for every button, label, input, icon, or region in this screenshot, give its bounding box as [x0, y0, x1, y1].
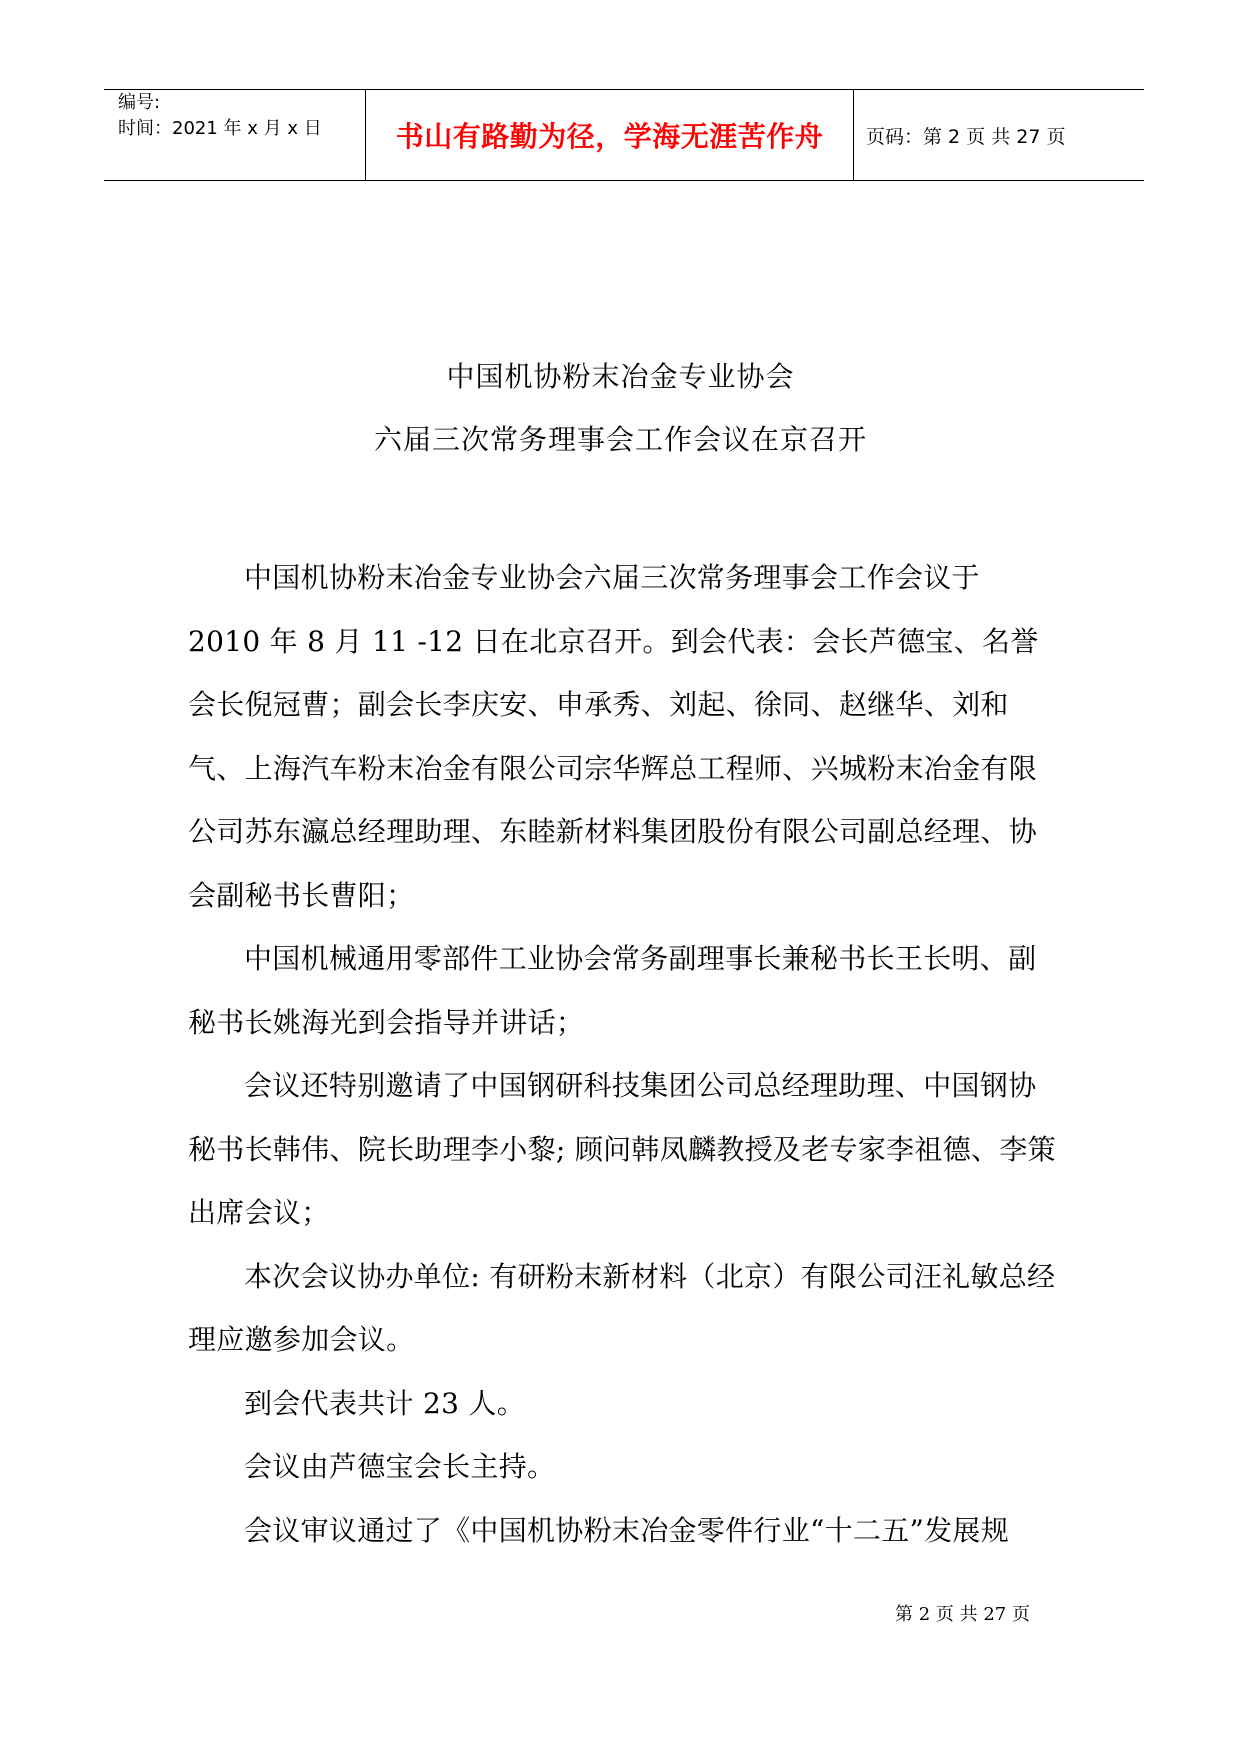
document-title-line-1: 中国机协粉末冶金专业协会 — [446, 360, 795, 393]
motto-text: 书山有路勤为径，学海无涯苦作舟 — [395, 120, 824, 153]
body-paragraph-chair: 会议由芦德宝会长主持。 — [244, 1450, 556, 1483]
page-header — [104, 89, 1144, 181]
header-meta — [104, 90, 366, 180]
body-paragraph-guidance: 中国机械通用零部件工业协会常务副理事长兼秘书长王长明、副秘书长姚海光到会指导并讲话； — [188, 942, 1037, 1039]
footer-page-number: 第 2 页 共 27 页 — [895, 1604, 1030, 1625]
document-body — [188, 546, 1058, 1562]
body-paragraph-co-organizer: 本次会议协办单位: 有研粉末新材料（北京）有限公司汪礼敏总经理应邀参加会议。 — [188, 1259, 1056, 1356]
body-paragraph-invited: 会议还特别邀请了中国钢研科技集团公司总经理助理、中国钢协秘书长韩伟、院长助理李小黎; 顾问韩凤麟教授及老专家李祖德、李策出席会议； — [188, 1069, 1056, 1229]
date-label: 时间：2021 年 x 月 x 日 — [118, 118, 322, 139]
header-page-info — [854, 90, 1144, 180]
body-paragraph-attendees: 中国机协粉末冶金专业协会六届三次常务理事会工作会议于 2010 年 8 月 11 -12 日在北京召开。到会代表：会长芦德宝、名誉会长倪冠曹；副会长李庆安、申承秀、刘起、徐同、赵继华、刘和气、上海汽车粉末冶金有限公司宗华辉总工程师、兴城粉末冶金有限公司苏东瀛总经理助理、东睦新材料集团股份有限公司副总经理、协会副秘书长曹阳； — [188, 561, 1039, 912]
serial-number-label: 编号: — [118, 92, 161, 113]
body-paragraph-review: 会议审议通过了《中国机协粉末冶金零件行业“十二五”发展规 — [244, 1513, 1010, 1547]
header-motto-cell — [366, 90, 854, 180]
body-paragraph-count: 到会代表共计 23 人。 — [244, 1386, 526, 1420]
document-title-line-2: 六届三次常务理事会工作会议在京召开 — [373, 423, 867, 456]
page-number-label: 页码：第 2 页 共 27 页 — [866, 125, 1066, 148]
